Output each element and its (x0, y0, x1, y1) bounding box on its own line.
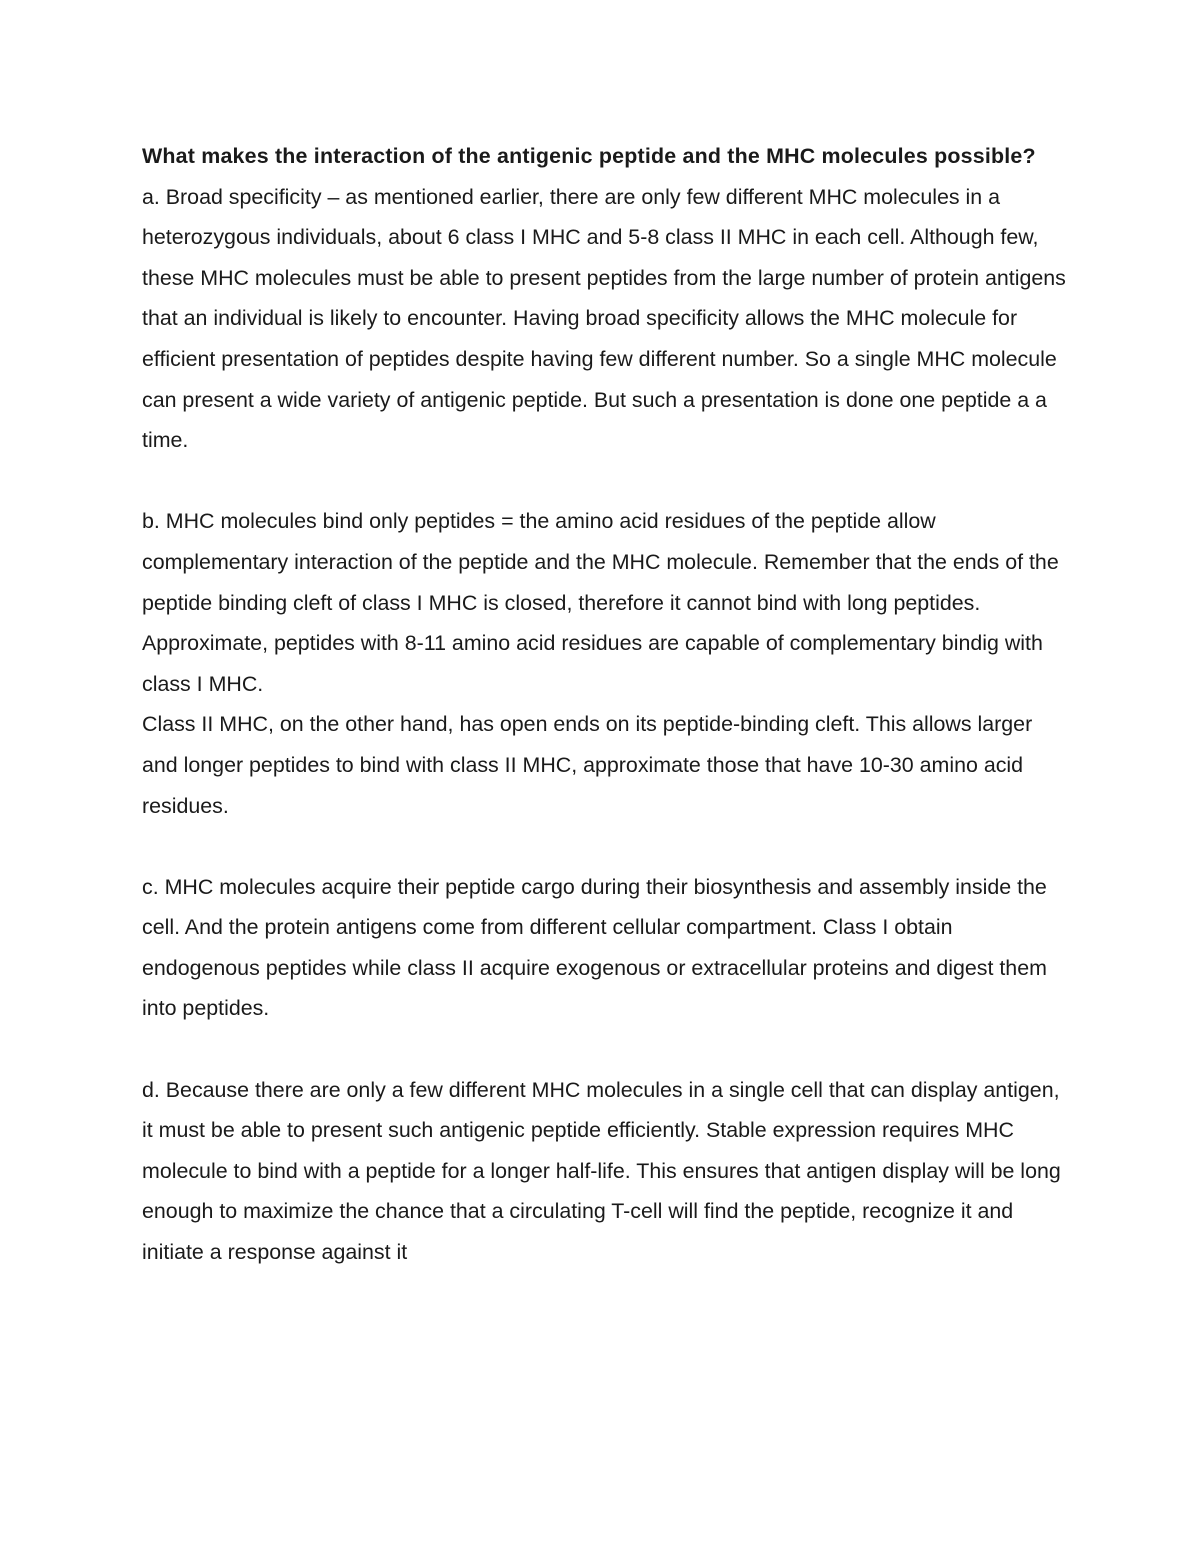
paragraph-c: c. MHC molecules acquire their peptide cargo during their biosynthesis and assembly inside the cell. And the protein antigens come from different cellular compartment. Class I obtain endogenous peptides while class II acquire exogenous or extracellular proteins and digest them into peptides. (142, 874, 1047, 1021)
paragraph-a: a. Broad specificity – as mentioned earlier, there are only few different MHC molecules in a heterozygous individuals, about 6 class I MHC and 5-8 class II MHC in each cell. Although few, these MHC molecules must be able to present peptides from the large number of protein antigens that an individual is likely to encounter. Having broad specificity allows the MHC molecule for efficient presentation of peptides despite having few different number. So a single MHC molecule can present a wide variety of antigenic peptide. But such a presentation is done one peptide a a time. (142, 184, 1066, 453)
paragraph-b: b. MHC molecules bind only peptides = the amino acid residues of the peptide allow complementary interaction of the peptide and the MHC molecule. Remember that the ends of the peptide binding cleft of class I MHC is closed, therefore it cannot bind with long peptides. Approximate, peptides with 8-11 amino acid residues are capable of complementary bindig with class I MHC. (142, 509, 1059, 696)
paragraph-d: d. Because there are only a few different MHC molecules in a single cell that can display antigen, it must be able to present such antigenic peptide efficiently. Stable expression requires MHC molecule to bind with a peptide for a longer half-life. This ensures that antigen display will be long enough to maximize the chance that a circulating T-cell will find the peptide, recognize it and initiate a response against it (142, 1077, 1061, 1265)
document-body (142, 136, 1072, 1273)
paragraph-spacer (142, 461, 1072, 502)
paragraph-spacer (142, 826, 1072, 867)
paragraph-b-class-ii: Class II MHC, on the other hand, has open ends on its peptide-binding cleft. This allows larger and longer peptides to bind with class II MHC, approximate those that have 10-30 amino acid residues. (142, 712, 1033, 818)
paragraph-spacer (142, 1029, 1072, 1070)
document-heading: What makes the interaction of the antigenic peptide and the MHC molecules possible? (142, 144, 1036, 168)
